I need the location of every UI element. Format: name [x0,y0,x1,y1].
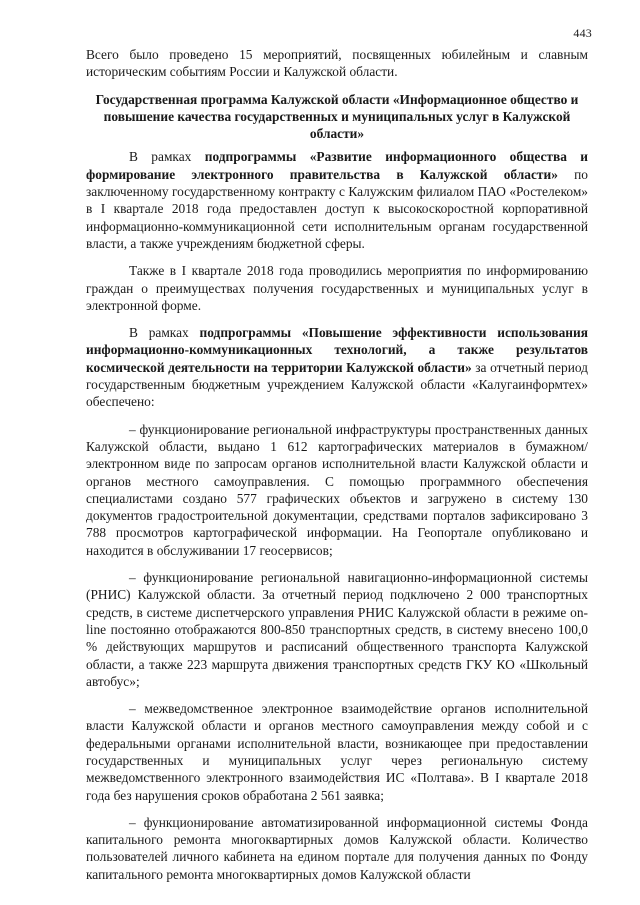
information-paragraph: Также в I квартале 2018 года проводились мероприятия по информированию граждан о преимуществах получения государственных и муниципальных услуг в электронной форме. [86,263,588,313]
page-number: 443 [573,26,592,40]
intro-paragraph: Всего было проведено 15 мероприятий, посвященных юбилейным и славным историческим событиям России и Калужской области. [86,47,588,80]
subprogram-1-title: подпрограммы «Развитие информационного общества и формирование электронного правительства в Калужской области» [86,149,588,182]
subprogram-2-title: подпрограммы «Повышение эффективности использования информационно-коммуникационных технологий, а также результатов космической деятельности на территории Калужской области» [86,325,588,375]
bullet-rnis: – функционирование региональной навигационно-информационной системы (РНИС) Калужской области. За отчетный период подключено 2 000 транспортных средств, в системе диспетчерского управления РНИС Калужской области в режиме on-line постоянно отображаются 800-850 транспортных средств, в систему внесено 100,0 % действующих маршрутов и расписаний общественного транспорта Калужской области, а также 223 маршрута движения транспортных средств ГКУ КО «Школьный автобус»; [86,570,588,689]
bullet-geodata: – функционирование региональной инфраструктуры пространственных данных Калужской области, выдано 1 612 картографических материалов в бумажном/электронном виде по запросам органов исполнительной власти Калужской области и органов местного самоуправления. С помощью программного обеспечения специалистами создано 577 графических объектов и загружено в систему 130 документов градостроительной документации, средствами порталов зафиксировано 3 788 просмотров картографической информации. На Геопортале опубликовано и находится в обслуживании 17 геосервисов; [86,421,588,558]
bullet-capital-repair: – функционирование автоматизированной информационной системы Фонда капитального ремонта многоквартирных домов Калужской области. Количество пользователей личного кабинета на едином портале для получения данных по Фонду капитального ремонта многоквартирных домов Калужской области [86,814,588,882]
subprogram-2-text: за отчетный период государственным бюджетным учреждением Калужской области «Калугаинформтех» обеспечено: [86,359,588,410]
subprogram-1-paragraph [86,148,588,252]
subprogram-2-lead: В рамках [129,325,200,341]
subprogram-2-paragraph [86,324,588,410]
bullet-interaction: – межведомственное электронное взаимодействие органов исполнительной власти Калужской области и органов местного самоуправления между собой и с федеральными органами исполнительной власти, возникающее при предоставлении государственных и муниципальных услуг через региональную систему межведомственного электронного взаимодействия ИС «Полтава». В I квартале 2018 года без нарушения сроков обработана 2 561 заявка; [86,701,588,803]
subprogram-1-lead: В рамках [129,149,205,165]
subprogram-1-text: по заключенному государственному контракту с Калужским филиалом ПАО «Ростелеком» в I квартале 2018 года предоставлен доступ к высокоскоростной корпоративной информационно-коммуникационной сети исполнительным органам государственной власти, а также учреждениям бюджетной сферы. [86,166,588,251]
program-heading: Государственная программа Калужской области «Информационное общество и повышение качества государственных и муниципальных услуг в Калужской области» [95,91,579,142]
document-body [86,46,588,893]
